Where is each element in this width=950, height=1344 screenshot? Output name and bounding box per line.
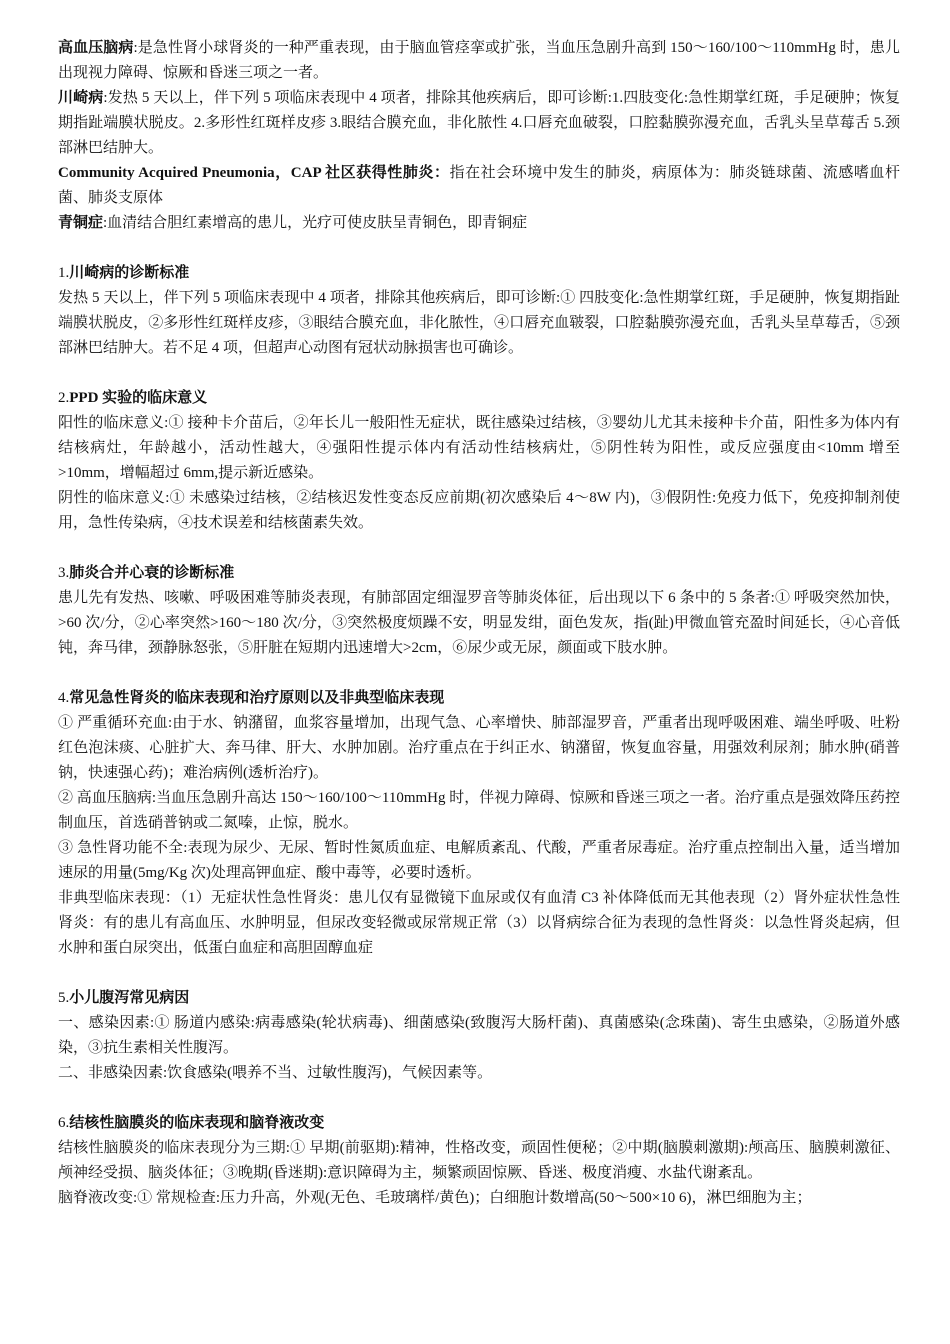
section-heading [58, 986, 900, 1011]
spacer [58, 536, 900, 561]
section-number: 5. [58, 990, 70, 1006]
section-heading [58, 561, 900, 586]
section-paragraph: 非典型临床表现：（1）无症状性急性肾炎：患儿仅有显微镜下血尿或仅有血清 C3 补体降低而无其他表现（2）肾外症状性急性肾炎：有的患儿有高血压、水肿明显，但尿改变轻微或尿常规正常（3）以肾病综合征为表现的急性肾炎：以急性肾炎起病，但水肿和蛋白尿突出，低蛋白血症和高胆固醇血症 [58, 890, 900, 956]
definition-kawasaki [58, 86, 900, 161]
definition-text: :血清结合胆红素增高的患儿，光疗可使皮肤呈青铜色，即青铜症 [103, 215, 528, 231]
spacer [58, 661, 900, 686]
definition-text: :是急性肾小球肾炎的一种严重表现，由于脑血管痉挛或扩张，当血压急剧升高到 150～160/100～110mmHg 时，患儿出现视力障碍、惊厥和昏迷三项之一者。 [58, 40, 900, 81]
section-paragraph: ② 高血压脑病:当血压急剧升高达 150～160/100～110mmHg 时，伴视力障碍、惊厥和昏迷三项之一者。治疗重点是强效降压药控制血压，首选硝普钠或二氮嗪，止惊，脱水。 [58, 790, 900, 831]
section-paragraph: 二、非感染因素:饮食感染(喂养不当、过敏性腹泻)，气候因素等。 [58, 1065, 493, 1081]
section-title: 小儿腹泻常见病因 [69, 990, 190, 1006]
section-paragraph: 发热 5 天以上，伴下列 5 项临床表现中 4 项者，排除其他疾病后，即可诊断:① 四肢变化:急性期掌红斑，手足硬肿，恢复期指趾端膜状脱皮，②多形性红斑样皮疹，③眼结合膜充血，非化脓性，④口唇充血皲裂，口腔黏膜弥漫充血，舌乳头呈草莓舌，⑤颈部淋巴结肿大。若不足 4 项，但超声心动图有冠状动脉损害也可确诊。 [58, 290, 900, 356]
section-paragraph: ① 严重循环充血:由于水、钠潴留，血浆容量增加，出现气急、心率增快、肺部湿罗音，严重者出现呼吸困难、端坐呼吸、吐粉红色泡沫痰、心脏扩大、奔马律、肝大、水肿加剧。治疗重点在于纠正水、钠潴留，恢复血容量，用强效利尿剂；肺水肿(硝普钠，快速强心药)；难治病例(透析治疗)。 [58, 715, 900, 781]
definition-term: 青铜症 [58, 215, 104, 231]
section-paragraph: 阴性的临床意义:① 未感染过结核，②结核迟发性变态反应前期(初次感染后 4～8W 内)，③假阴性:免疫力低下，免疫抑制剂使用，急性传染病，④技术误差和结核菌素失效。 [58, 490, 900, 531]
section-title: 结核性脑膜炎的临床表现和脑脊液改变 [69, 1115, 325, 1131]
definition-cap [58, 161, 900, 211]
section-number: 3. [58, 565, 70, 581]
spacer [58, 236, 900, 261]
section-kawasaki-criteria [58, 261, 900, 361]
definition-term: 高血压脑病 [58, 40, 134, 56]
section-title: 川崎病的诊断标准 [69, 265, 190, 281]
definitions-block [58, 36, 900, 236]
section-pneumonia-heart-failure [58, 561, 900, 661]
spacer [58, 961, 900, 986]
section-paragraph: 患儿先有发热、咳嗽、呼吸困难等肺炎表现，有肺部固定细湿罗音等肺炎体征，后出现以下 6 条中的 5 条者:① 呼吸突然加快，>60 次/分，②心率突然>160～180 次/分，③突然极度烦躁不安，明显发绀，面色发灰，指(趾)甲微血管充盈时间延长，④心音低钝，奔马律，颈静脉怒张，⑤肝脏在短期内迅速增大>2cm，⑥尿少或无尿，颜面或下肢水肿。 [58, 590, 900, 656]
section-acute-nephritis [58, 686, 900, 961]
section-paragraph: 脑脊液改变:① 常规检查:压力升高，外观(无色、毛玻璃样/黄色)；白细胞计数增高(50～500×10 6)，淋巴细胞为主； [58, 1190, 812, 1206]
section-paragraph: 结核性脑膜炎的临床表现分为三期:① 早期(前驱期):精神，性格改变，顽固性便秘；②中期(脑膜刺激期):颅高压、脑膜刺激征、颅神经受损、脑炎体征；③晚期(昏迷期):意识障碍为主，频繁顽固惊厥、昏迷、极度消瘦、水盐代谢紊乱。 [58, 1140, 900, 1181]
section-paragraph: 一、感染因素:① 肠道内感染:病毒感染(轮状病毒)、细菌感染(致腹泻大肠杆菌)、真菌感染(念珠菌)、寄生虫感染，②肠道外感染，③抗生素相关性腹泻。 [58, 1015, 900, 1056]
section-title: PPD 实验的临床意义 [69, 390, 208, 406]
section-heading [58, 686, 900, 711]
section-heading [58, 386, 900, 411]
spacer [58, 361, 900, 386]
section-paragraph: ③ 急性肾功能不全:表现为尿少、无尿、暂时性氮质血症、电解质紊乱、代酸，严重者尿毒症。治疗重点控制出入量，适当增加速尿的用量(5mg/Kg 次)处理高钾血症、酸中毒等，必要时透析。 [58, 840, 900, 881]
definition-bronze-baby [58, 211, 900, 236]
section-ppd-significance [58, 386, 900, 536]
section-number: 4. [58, 690, 70, 706]
section-paragraph: 阳性的临床意义:① 接种卡介苗后，②年长儿一般阳性无症状，既往感染过结核，③婴幼儿尤其未接种卡介苗，阳性多为体内有结核病灶，年龄越小，活动性越大，④强阳性提示体内有活动性结核病灶，⑤阴性转为阳性，或反应强度由<10mm 增至>10mm，增幅超过 6mm,提示新近感染。 [58, 415, 900, 481]
section-title: 肺炎合并心衰的诊断标准 [69, 565, 235, 581]
spacer [58, 1086, 900, 1111]
definition-hypertensive-encephalopathy [58, 36, 900, 86]
section-number: 1. [58, 265, 70, 281]
section-title: 常见急性肾炎的临床表现和治疗原则以及非典型临床表现 [69, 690, 445, 706]
section-number: 2. [58, 390, 70, 406]
section-tuberculous-meningitis [58, 1111, 900, 1211]
definition-term: 川崎病 [58, 90, 104, 106]
definition-term: Community Acquired Pneumonia，CAP 社区获得性肺炎： [58, 165, 450, 181]
section-heading [58, 1111, 900, 1136]
definition-text: 指在社会环境中发生的肺炎，病原体为：肺炎链球菌、流感嗜血杆菌、肺炎支原体 [58, 165, 900, 206]
definition-text: :发热 5 天以上，伴下列 5 项临床表现中 4 项者，排除其他疾病后，即可诊断:1.四肢变化:急性期掌红斑，手足硬肿；恢复期指趾端膜状脱皮。2.多形性红斑样皮疹 3.眼结合膜充血，非化脓性 4.口唇充血破裂，口腔黏膜弥漫充血，舌乳头呈草莓舌 5.颈部淋巴结肿大。 [58, 90, 900, 156]
section-infant-diarrhea [58, 986, 900, 1086]
section-number: 6. [58, 1115, 70, 1131]
section-heading [58, 261, 900, 286]
